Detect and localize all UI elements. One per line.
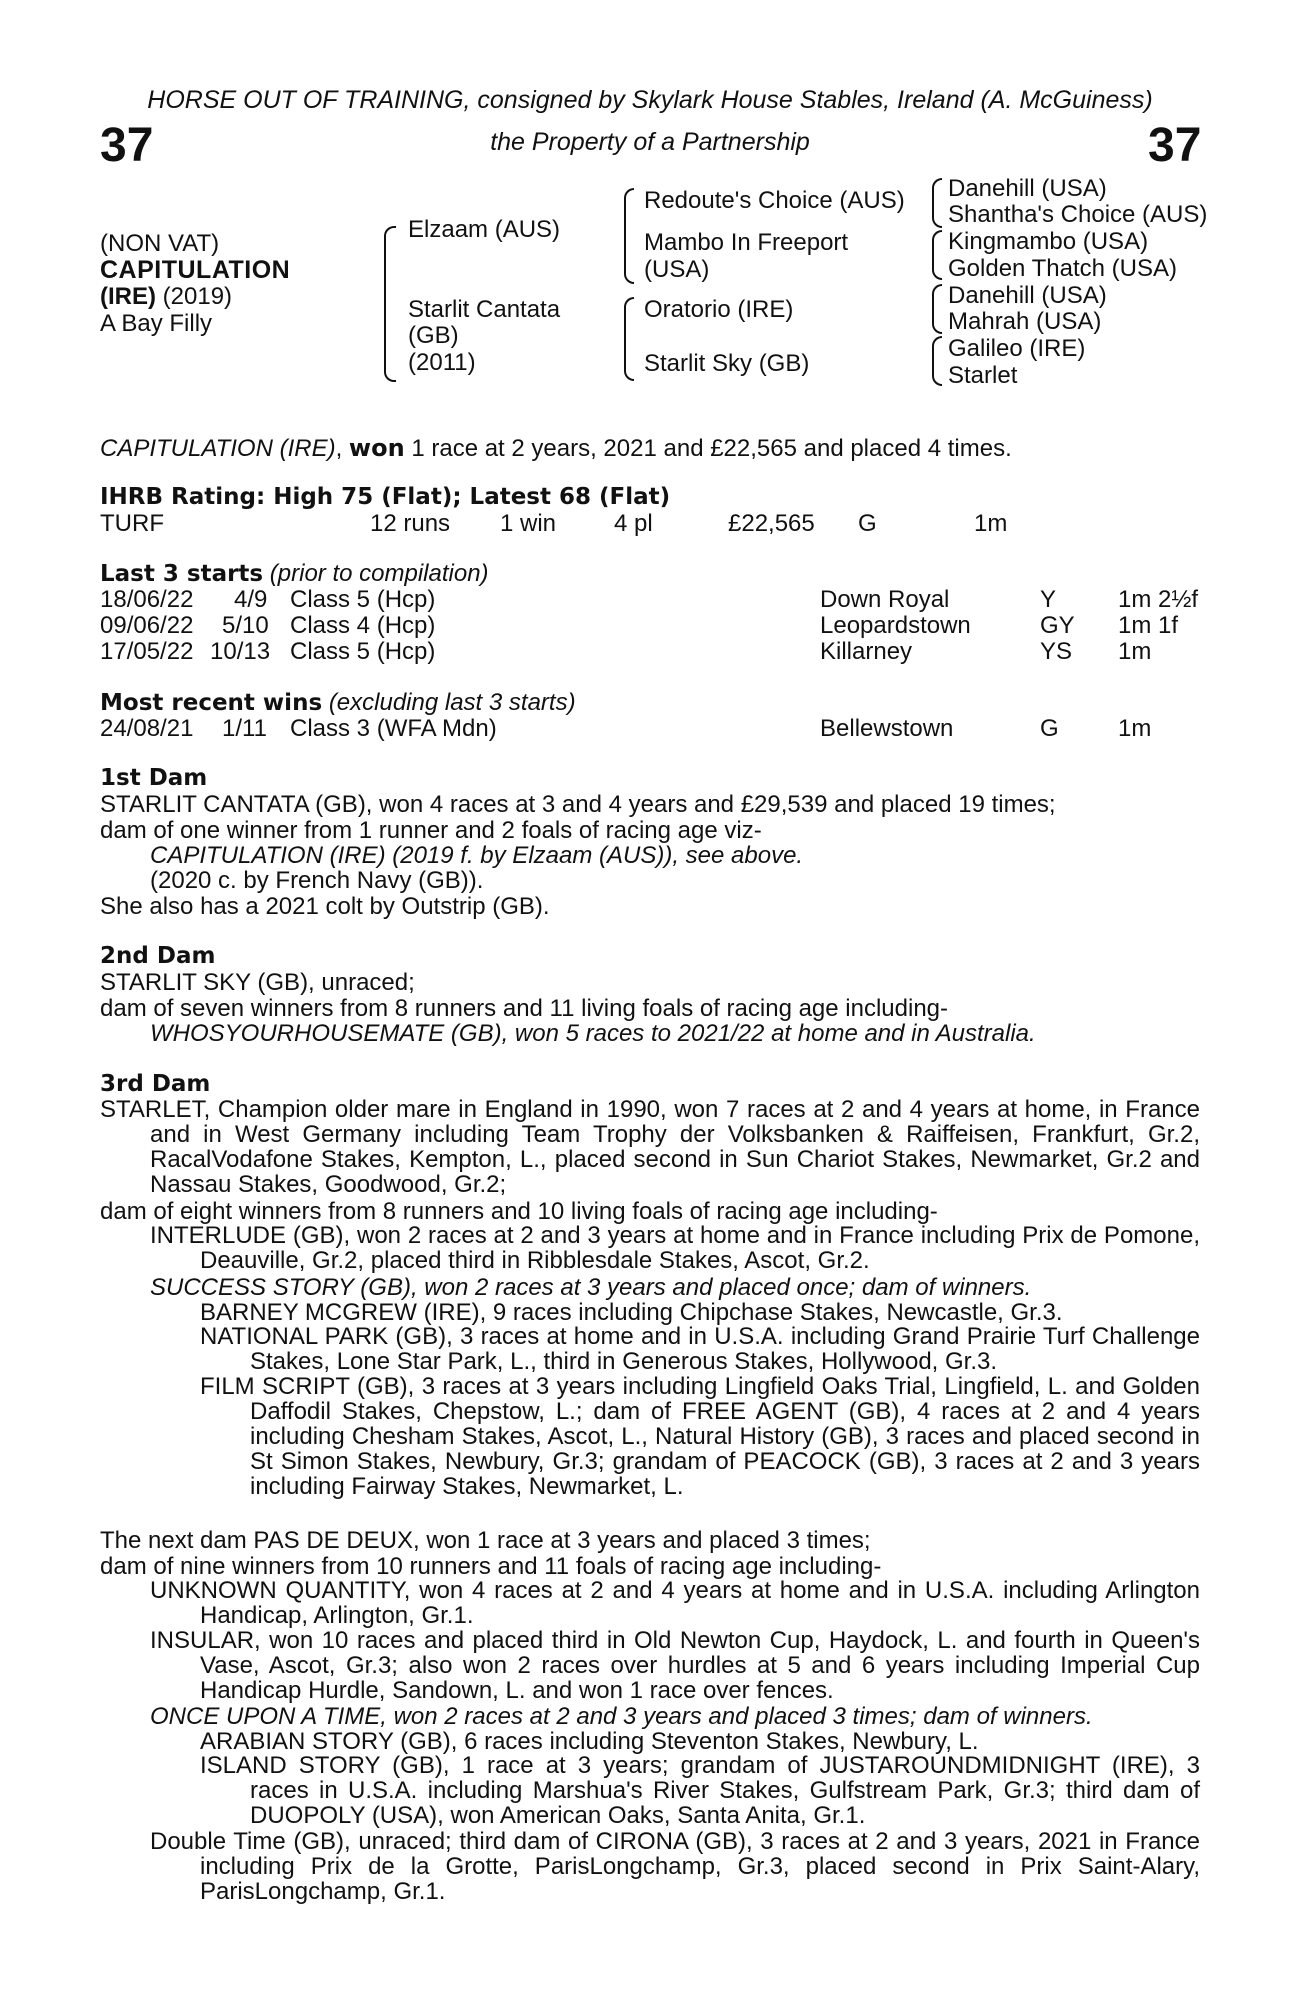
property-line: the Property of a Partnership: [490, 128, 810, 156]
pedigree-brace-l3c: [932, 284, 942, 334]
dam3-heading: 3rd Dam: [100, 1071, 211, 1097]
pedigree-brace-l2b: [624, 297, 634, 381]
rating-going: G: [858, 510, 877, 537]
dam3-interlude: INTERLUDE (GB), won 2 races at 2 and 3 years at home and in France including Prix de Pomone, Deauville, Gr.2, placed third in Ribblesdale Stakes, Ascot, Gr.2.: [150, 1222, 1200, 1274]
ped-dds: Galileo (IRE): [948, 335, 1086, 362]
dam-line-2: (GB): [408, 322, 459, 349]
dam1-line-4: (2020 c. by French Navy (GB)).: [150, 867, 484, 894]
dam1-line-3: CAPITULATION (IRE) (2019 f. by Elzaam (AUS)), see above.: [150, 842, 804, 869]
ped-sdd: Golden Thatch (USA): [948, 255, 1177, 282]
rating-placed: 4 pl: [614, 510, 653, 537]
dam2-line-2: dam of seven winners from 8 runners and 11 living foals of racing age including-: [100, 995, 949, 1022]
dam2-line-3: WHOSYOURHOUSEMATE (GB), won 5 races to 2021/22 at home and in Australia.: [150, 1020, 1036, 1047]
pedigree-brace-l3a: [932, 178, 942, 228]
sire-dam-line-1: Mambo In Freeport: [644, 229, 849, 256]
rating-surface: TURF: [100, 510, 164, 537]
rating-distance: 1m: [974, 510, 1008, 537]
ped-ddd: Starlet: [948, 362, 1018, 389]
next-dam-arabian: ARABIAN STORY (GB), 6 races including Steventon Stakes, Newbury, L.: [200, 1728, 979, 1755]
catalogue-page: HORSE OUT OF TRAINING, consigned by Skylark House Stables, Ireland (A. McGuiness) 37 the Property of a Partnership 37 (NON VAT) CAPITULATION (IRE) (2019) A Bay Filly Elzaam (AUS) Starlit Cantata (GB) (2011) Redoute's Choice (AUS) Mambo In Freeport (USA) Oratorio (IRE) Starlit Sky (GB) Danehill (USA) Shantha's Choice (AUS) Kingmambo (USA) Golden Thatch (USA) Danehill (USA) Mahrah (USA) Galileo (IRE) Starlet CAPITULATION (IRE), won 1 race at 2 years, 2021 and £22,565 and placed 4 times. IHRB Rating: High 75 (Flat); Latest 68 (Flat) TURF 12 runs 1 win 4 pl £22,565 G 1m Last 3 starts (prior to compilation) 18/06/22 4/9 Class 5 (Hcp) Down Royal Y 1m 2½f 09/06/22 5/10 Class 4 (Hcp) Leopardstown GY 1m 1f 17/05/22 10/13 Class 5 (Hcp) Killarney YS 1m Most recent wins (excluding last 3 starts) 24/08/21 1/11 Class 3 (WFA Mdn) Bellewstown G 1m 1st Dam STARLIT CANTATA (GB), won 4 races at 3 and 4 years and £29,539 and placed 19 times; dam of one winner from 1 runner and 2 foals of racing age viz- CAPITULATION (IRE) (2019 f. by Elzaam (AUS)), see above. (2020 c. by French Navy (GB)). She also has a 2021 colt by Outstrip (GB). 2nd Dam STARLIT SKY (GB), unraced; dam of seven winners from 8 runners and 11 living foals of racing age including- WHOSYOURHOUSEMATE (GB), won 5 races to 2021/22 at home and in Australia. 3rd Dam STARLET, Champion older mare in England in 1990, won 7 races at 2 and 4 years at home, in France and in West Germany including Team Trophy der Volksbanken & Raiffeisen, Frankfurt, Gr.2, RacalVodafone Stakes, Kempton, L., placed second in Sun Chariot Stakes, Newmarket, Gr.2 and Nassau Stakes, Goodwood, Gr.2; dam of eight winners from 8 runners and 10 living foals of racing age including- INTERLUDE (GB), won 2 races at 2 and 3 years at home and in France including Prix de Pomone, Deauville, Gr.2, placed third in Ribblesdale Stakes, Ascot, Gr.2. SUCCESS STORY (GB), won 2 races at 3 years and placed once; dam of winners. BARNEY MCGREW (IRE), 9 races including Chipchase Stakes, Newcastle, Gr.3. NATIONAL PARK (GB), 3 races at home and in U.S.A. including Grand Prairie Turf Challenge Stakes, Lone Star Park, L., third in Generous Stakes, Hollywood, Gr.3. FILM SCRIPT (GB), 3 races at 3 years including Lingfield Oaks Trial, Lingfield, L. and Golden Daffodil Stakes, Chepstow, L.; dam of FREE AGENT (GB), 4 races at 2 and 4 years including Chesham Stakes, Ascot, L., Natural History (GB), 3 races and placed second in St Simon Stakes, Newbury, Gr.3; grandam of PEACOCK (GB), 3 races at 2 and 3 years including Fairway Stakes, Newmarket, L. The next dam PAS DE DEUX, won 1 race at 3 years and placed 3 times; dam of nine winners from 10 runners and 11 foals of racing age including- UNKNOWN QUANTITY, won 4 races at 2 and 4 years at home and in U.S.A. including Arlington Handicap, Arlington, Gr.1. INSULAR, won 10 races and placed third in Old Newton Cup, Haydock, L. and fourth in Queen's Vase, Ascot, Gr.3; also won 2 races over hurdles at 5 and 6 years including Imperial Cup Handicap Hurdle, Sandown, L. and won 1 race over fences. ONCE UPON A TIME, won 2 races at 2 and 3 years and placed 3 times; dam of winners. ARABIAN STORY (GB), 6 races including Steventon Stakes, Newbury, L. ISLAND STORY (GB), 1 race at 3 years; grandam of JUSTAROUNDMIDNIGHT (IRE), 3 races in U.S.A. including Marshua's River Stakes, Gulfstream Park, Gr.3; third dam of DUOPOLY (USA), won American Oaks, Santa Anita, Gr.1. Double Time (GB), unraced; third dam of CIRONA (GB), 3 races at 2 and 3 years, 2021 in France including Prix de la Grotte, ParisLongchamp, Gr.3, placed second in Prix Saint-Alary, ParisLongchamp, Gr.1.: [100, 86, 1208, 1905]
horse-name: CAPITULATION: [100, 256, 291, 284]
horse-country: (IRE): [100, 283, 156, 310]
dam3-success-story: SUCCESS STORY (GB), won 2 races at 3 years and placed once; dam of winners.: [150, 1274, 1032, 1301]
rating-heading: IHRB Rating: High 75 (Flat); Latest 68 (Flat): [100, 484, 671, 510]
dam3-dam-of: dam of eight winners from 8 runners and 10 living foals of racing age including-: [100, 1198, 938, 1225]
vat-status: (NON VAT): [100, 230, 220, 257]
dam3-national-park: NATIONAL PARK (GB), 3 races at home and in U.S.A. including Grand Prairie Turf Challenge Stakes, Lone Star Park, L., third in Generous Stakes, Hollywood, Gr.3.: [200, 1323, 1200, 1375]
dam2-line-1: STARLIT SKY (GB), unraced;: [100, 969, 415, 996]
ped-dsd: Mahrah (USA): [948, 308, 1102, 335]
next-dam-line-1: The next dam PAS DE DEUX, won 1 race at 3 years and placed 3 times;: [100, 1527, 871, 1554]
race-summary: CAPITULATION (IRE), won 1 race at 2 years, 2021 and £22,565 and placed 4 times.: [100, 434, 1012, 462]
dam1-heading: 1st Dam: [100, 765, 208, 791]
dam1-line-2: dam of one winner from 1 runner and 2 foals of racing age viz-: [100, 817, 762, 844]
next-dam-unknown-quantity: UNKNOWN QUANTITY, won 4 races at 2 and 4 years at home and in U.S.A. including Arlington Handicap, Arlington, Gr.1.: [150, 1577, 1200, 1629]
dam1-line-1: STARLIT CANTATA (GB), won 4 races at 3 and 4 years and £29,539 and placed 19 times;: [100, 791, 1056, 818]
dam3-starlet: STARLET, Champion older mare in England in 1990, won 7 races at 2 and 4 years at home, in France and in West Germany including Team Trophy der Volksbanken & Raiffeisen, Frankfurt, Gr.2, RacalVodafone Stakes, Kempton, L., placed second in Sun Chariot Stakes, Newmarket, Gr.2 and Nassau Stakes, Goodwood, Gr.2;: [100, 1096, 1200, 1198]
dam-dam: Starlit Sky (GB): [644, 350, 810, 377]
ped-sds: Kingmambo (USA): [948, 228, 1149, 255]
dam3-barney: BARNEY MCGREW (IRE), 9 races including Chipchase Stakes, Newcastle, Gr.3.: [200, 1299, 1063, 1326]
next-dam-island-story: ISLAND STORY (GB), 1 race at 3 years; grandam of JUSTAROUNDMIDNIGHT (IRE), 3 races in U.S.A. including Marshua's River Stakes, Gulfstream Park, Gr.3; third dam of DUOPOLY (USA), won American Oaks, Santa Anita, Gr.1.: [200, 1752, 1200, 1829]
dam3-film-script: FILM SCRIPT (GB), 3 races at 3 years including Lingfield Oaks Trial, Lingfield, L. and Golden Daffodil Stakes, Chepstow, L.; dam of FREE AGENT (GB), 4 races at 2 and 4 years including Chesham Stakes, Ascot, L., Natural History (GB), 3 races and placed second in St Simon Stakes, Newbury, Gr.3; grandam of PEACOCK (GB), 3 races at 2 and 3 years including Fairway Stakes, Newmarket, L.: [200, 1373, 1200, 1500]
pedigree-brace-l3b: [932, 230, 942, 280]
dam1-line-5: She also has a 2021 colt by Outstrip (GB).: [100, 893, 550, 920]
next-dam-double-time: Double Time (GB), unraced; third dam of CIRONA (GB), 3 races at 2 and 3 years, 2021 in France including Prix de la Grotte, ParisLongchamp, Gr.3, placed second in Prix Saint-Alary, ParisLongchamp, Gr.1.: [150, 1828, 1200, 1905]
next-dam-insular: INSULAR, won 10 races and placed third in Old Newton Cup, Haydock, L. and fourth in Queen's Vase, Ascot, Gr.3; also won 2 races over hurdles at 5 and 6 years including Imperial Cup Handicap Hurdle, Sandown, L. and won 1 race over fences.: [150, 1627, 1200, 1704]
consignment-line: HORSE OUT OF TRAINING, consigned by Skylark House Stables, Ireland (A. McGuiness): [147, 86, 1153, 114]
ped-ssd: Shantha's Choice (AUS): [948, 201, 1208, 228]
pedigree-brace-l2a: [624, 188, 634, 284]
sire-sire: Redoute's Choice (AUS): [644, 187, 905, 214]
recent-wins-heading: Most recent wins (excluding last 3 starts): [100, 689, 576, 716]
horse-description: A Bay Filly: [100, 310, 213, 337]
pedigree-brace-l1: [384, 226, 396, 382]
dam-sire: Oratorio (IRE): [644, 296, 794, 323]
dam-line-1: Starlit Cantata: [408, 296, 561, 323]
lot-number-right: 37: [1148, 119, 1202, 172]
dam-line-3: (2011): [408, 349, 476, 376]
next-dam-once-upon: ONCE UPON A TIME, won 2 races at 2 and 3 years and placed 3 times; dam of winners.: [150, 1703, 1093, 1730]
horse-country-year: [100, 283, 232, 311]
next-dam-line-2: dam of nine winners from 10 runners and 11 foals of racing age including-: [100, 1553, 882, 1580]
ped-dss: Danehill (USA): [948, 282, 1107, 309]
dam2-heading: 2nd Dam: [100, 943, 216, 969]
last-starts-heading: Last 3 starts (prior to compilation): [100, 560, 489, 587]
rating-prize: £22,565: [728, 510, 815, 537]
rating-runs: 12 runs: [370, 510, 451, 537]
horse-year: (2019): [156, 283, 233, 310]
rating-wins: 1 win: [500, 510, 557, 537]
sire: Elzaam (AUS): [408, 216, 561, 243]
pedigree-brace-l3d: [932, 336, 942, 386]
sire-dam-line-2: (USA): [644, 256, 710, 283]
lot-number-left: 37: [100, 119, 154, 172]
ped-sss: Danehill (USA): [948, 175, 1107, 202]
